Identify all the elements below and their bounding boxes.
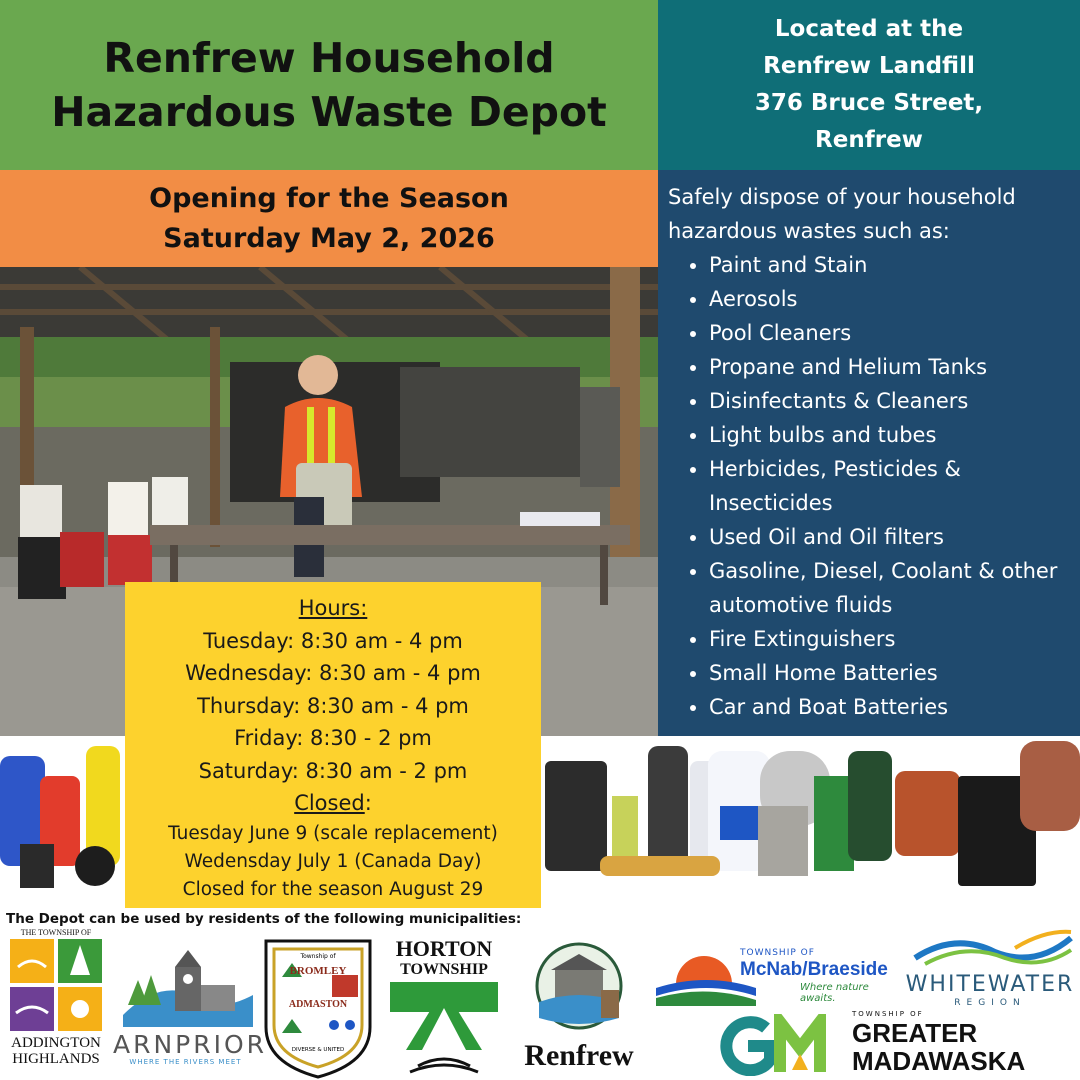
- addington-top-text: THE TOWNSHIP OF: [20, 928, 92, 937]
- accepted-waste-list: [668, 248, 1072, 724]
- closed-heading-row: [125, 787, 541, 820]
- list-item: Light bulbs and tubes: [668, 418, 1072, 452]
- location-line-4: Renfrew: [815, 127, 923, 153]
- arnprior-logo: [113, 945, 268, 1070]
- bromley-name: BROMLEY: [289, 965, 347, 977]
- list-item: Aerosols: [668, 282, 1072, 316]
- arnprior-emblem: [113, 945, 258, 1027]
- horton-line-2: TOWNSHIP: [400, 961, 488, 978]
- mcnab-braeside-logo: [656, 944, 900, 1010]
- mcnab-name: McNab/Braeside: [740, 959, 888, 980]
- arnprior-tagline: WHERE THE RIVERS MEET: [129, 1058, 242, 1066]
- location-banner: [658, 0, 1080, 170]
- closed-heading: Closed: [294, 791, 365, 815]
- greater-madawaska-line-2: MADAWASKA: [852, 1046, 1026, 1076]
- hours-row: Wednesday: 8:30 am - 4 pm: [185, 661, 481, 685]
- closed-date: Wedensday July 1 (Canada Day): [184, 850, 482, 872]
- whitewater-name: WHITEWATER: [905, 972, 1075, 997]
- addington-line-2: HIGHLANDS: [12, 1051, 100, 1067]
- accepted-waste-panel: [658, 170, 1080, 736]
- whitewater-wave-emblem: [905, 928, 1075, 968]
- bromley-admaston-logo: [262, 937, 374, 1080]
- list-item: Herbicides, Pesticides & Insecticides: [668, 452, 1072, 520]
- closed-heading-colon: :: [364, 791, 372, 815]
- hours-heading: Hours:: [298, 596, 368, 620]
- mcnab-top-text: TOWNSHIP OF: [740, 948, 815, 958]
- municipalities-caption: The Depot can be used by residents of the following municipalities:: [6, 911, 522, 927]
- title-line-2: Hazardous Waste Depot: [51, 88, 607, 136]
- whitewater-sub: REGION: [954, 998, 1026, 1008]
- hours-box: [125, 582, 541, 908]
- closed-date: Closed for the season August 29: [182, 878, 484, 900]
- greater-madawaska-gm-icon: [712, 1014, 836, 1076]
- list-item: Gasoline, Diesel, Coolant & other automotive fluids: [668, 554, 1072, 622]
- closed-date: Tuesday June 9 (scale replacement): [168, 822, 498, 844]
- renfrew-emblem: [505, 940, 653, 1032]
- addington-highlands-logo: [6, 928, 106, 1074]
- horton-tree-emblem: [388, 980, 500, 1076]
- list-item: Pool Cleaners: [668, 316, 1072, 350]
- list-item: Car and Boat Batteries: [668, 690, 1072, 724]
- addington-quadrant-emblem: [6, 937, 106, 1031]
- list-item: Paint and Stain: [668, 248, 1072, 282]
- location-line-1: Located at the: [774, 16, 964, 42]
- hours-row: Thursday: 8:30 am - 4 pm: [197, 693, 469, 718]
- opening-banner: [0, 170, 658, 267]
- title-line-1: Renfrew Household: [103, 34, 555, 82]
- hours-row: Friday: 8:30 - 2 pm: [234, 726, 432, 750]
- list-item: Small Home Batteries: [668, 656, 1072, 690]
- location-line-2: Renfrew Landfill: [763, 53, 975, 79]
- location-line-3: 376 Bruce Street,: [754, 90, 984, 116]
- horton-township-logo: [388, 938, 500, 1078]
- renfrew-name: Renfrew: [524, 1039, 634, 1072]
- horton-line-1: HORTON: [395, 936, 493, 961]
- arnprior-name: ARNPRIOR: [113, 1030, 268, 1059]
- bromley-motto: DIVERSE & UNITED: [291, 1047, 345, 1053]
- addington-line-1: ADDINGTON: [11, 1035, 101, 1051]
- greater-madawaska-logo: [712, 1010, 1026, 1080]
- greater-madawaska-top-text: TOWNSHIP OF: [852, 1010, 924, 1018]
- greater-madawaska-line-1: GREATER: [852, 1018, 978, 1048]
- opening-line-1: Opening for the Season: [149, 182, 509, 214]
- mcnab-tagline: Where nature awaits.: [800, 982, 869, 1004]
- list-item: Propane and Helium Tanks: [668, 350, 1072, 384]
- whitewater-region-logo: [905, 928, 1075, 1008]
- bromley-sub: ADMASTON: [288, 999, 348, 1010]
- list-item: Disinfectants & Cleaners: [668, 384, 1072, 418]
- opening-line-2: Saturday May 2, 2026: [163, 222, 495, 254]
- list-item: Used Oil and Oil filters: [668, 520, 1072, 554]
- bromley-top-text: Township of: [300, 953, 336, 960]
- hours-row: Saturday: 8:30 am - 2 pm: [198, 758, 468, 783]
- accepted-waste-intro: Safely dispose of your household hazardous wastes such as:: [668, 185, 1016, 243]
- hours-row: Tuesday: 8:30 am - 4 pm: [203, 628, 463, 653]
- title-banner: [0, 0, 658, 170]
- list-item: Fire Extinguishers: [668, 622, 1072, 656]
- renfrew-logo: [505, 940, 653, 1076]
